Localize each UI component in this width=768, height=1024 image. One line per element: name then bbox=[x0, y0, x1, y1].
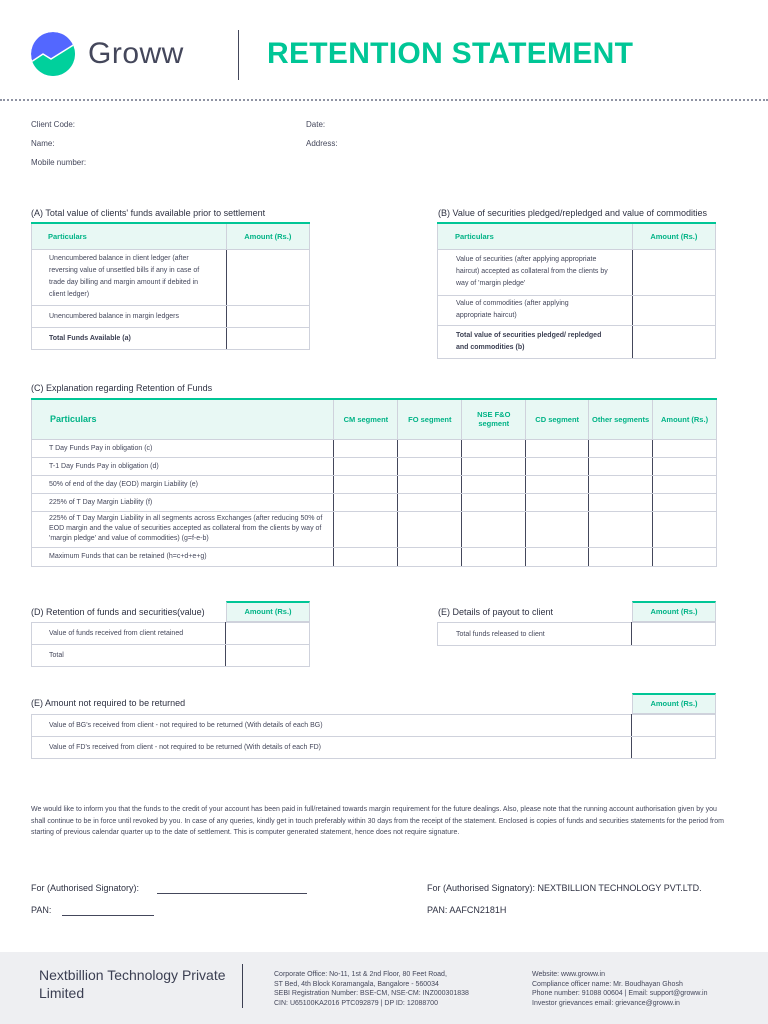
col-amount: Amount (Rs.) bbox=[653, 399, 717, 439]
support-contact[interactable]: Phone number: 91088 00604 | Email: support@groww.in bbox=[532, 990, 708, 997]
footer-divider bbox=[242, 964, 243, 1008]
left-signatory-label: For (Authorised Signatory): bbox=[31, 883, 140, 893]
section-e-payout-table bbox=[437, 622, 716, 646]
footer-contact: Website: www.groww.in Compliance officer name: Mr. Boudhayan Ghosh Phone number: 91088 00604 | Email: support@groww.in Investor grievances email: grievance@groww.in bbox=[532, 971, 708, 1007]
col-nse-fo-segment: NSE F&O segment bbox=[462, 399, 526, 439]
table-row-label: Unencumbered balance in client ledger (after reversing value of unsettled bills if any in case of trade day billing and margin amount if debited in client ledger) bbox=[32, 249, 227, 305]
section-d-amount-header: Amount (Rs.) bbox=[226, 601, 310, 622]
amount-cell bbox=[633, 249, 716, 295]
table-row-label: Total funds released to client bbox=[438, 623, 632, 646]
section-a-title: (A) Total value of clients' funds available prior to settlement bbox=[31, 208, 266, 218]
disclaimer-text: We would like to inform you that the funds to the credit of your account has been paid in full/retained towards margin requirement for the future dealings. Also, please note that the running account authorisation given by you shall continue to be in force until revoked by you. In case of any queries, kindly get in touch preferably within 30 days from the receipt of the statement. Enclosed is copies of funds and securities statements for the period from starting of previous calendar quarter up to the date of settlement. This is computer generated statement, hence does not require signature. bbox=[31, 806, 724, 836]
total-securities-label: Total value of securities pledged/ repledged and commodities (b) bbox=[438, 325, 633, 358]
table-row-label: Value of securities (after applying appropriate haircut) accepted as collateral from the clients by way of 'margin pledge' bbox=[438, 249, 633, 295]
amount-cell bbox=[227, 249, 310, 305]
footer-company-name: Nextbillion Technology Private Limited bbox=[39, 967, 226, 1001]
left-pan-line bbox=[62, 915, 154, 916]
header-divider bbox=[238, 30, 239, 80]
table-row-label: T Day Funds Pay in obligation (c) bbox=[32, 439, 334, 457]
amount-cell bbox=[226, 645, 310, 667]
brand-name: Groww bbox=[88, 37, 184, 70]
table-row-label: Unencumbered balance in margin ledgers bbox=[32, 305, 227, 327]
grievance-email[interactable]: Investor grievances email: grievance@groww.in bbox=[532, 999, 680, 1007]
mobile-number-label: Mobile number: bbox=[31, 158, 87, 167]
section-e-not-returned-amount-header: Amount (Rs.) bbox=[632, 693, 716, 714]
amount-cell bbox=[227, 327, 310, 349]
date-label: Date: bbox=[306, 120, 326, 129]
col-particulars: Particulars bbox=[438, 223, 633, 249]
header-dotted-rule bbox=[0, 99, 768, 101]
section-c-title: (C) Explanation regarding Retention of Funds bbox=[31, 383, 213, 393]
col-particulars: Particulars bbox=[32, 223, 227, 249]
section-c-table bbox=[31, 398, 717, 567]
total-funds-label: Total Funds Available (a) bbox=[32, 327, 227, 349]
amount-cell bbox=[632, 623, 716, 646]
right-pan-label: PAN: AAFCN2181H bbox=[427, 905, 507, 915]
document-title: RETENTION STATEMENT bbox=[267, 37, 634, 70]
section-e-not-returned-title: (E) Amount not required to be returned bbox=[31, 698, 186, 708]
table-row-label: Value of commodities (after applying appropriate haircut) bbox=[438, 295, 633, 325]
amount-cell bbox=[633, 295, 716, 325]
footer-address: Corporate Office: No-11, 1st & 2nd Floor, 80 Feet Road, ST Bed, 4th Block Koramangala, Bangalore - 560034 SEBI Registration Number: BSE-CM, NSE-CM: INZ000301838 CIN: U65100KA2016 PTC092879 | DP ID: 12088700 bbox=[274, 971, 469, 1007]
left-signatory-line bbox=[157, 893, 307, 894]
table-row-label: Value of BG's received from client - not required to be returned (With details of each BG) bbox=[32, 715, 632, 737]
amount-cell bbox=[633, 325, 716, 358]
amount-cell bbox=[632, 737, 716, 759]
col-cd-segment: CD segment bbox=[526, 399, 589, 439]
section-e-not-returned-table bbox=[31, 714, 716, 759]
col-particulars: Particulars bbox=[32, 399, 334, 439]
website-link[interactable]: Website: www.groww.in bbox=[532, 971, 606, 978]
right-signatory-label: For (Authorised Signatory): NEXTBILLION TECHNOLOGY PVT.LTD. bbox=[427, 883, 702, 893]
table-row-label: Maximum Funds that can be retained (h=c+d+e+g) bbox=[32, 547, 334, 566]
table-row-label: Value of FD's received from client - not required to be returned (With details of each FD) bbox=[32, 737, 632, 759]
section-e-payout-amount-header: Amount (Rs.) bbox=[632, 601, 716, 622]
amount-cell bbox=[632, 715, 716, 737]
groww-logo-icon bbox=[31, 32, 75, 76]
section-d-table bbox=[31, 622, 310, 667]
client-code-label: Client Code: bbox=[31, 120, 76, 129]
table-row-label: Total bbox=[32, 645, 226, 667]
amount-cell bbox=[226, 623, 310, 645]
col-amount: Amount (Rs.) bbox=[633, 223, 716, 249]
table-row-label: 50% of end of the day (EOD) margin Liability (e) bbox=[32, 475, 334, 493]
left-pan-label: PAN: bbox=[31, 905, 52, 915]
col-amount: Amount (Rs.) bbox=[227, 223, 310, 249]
table-row-label: T-1 Day Funds Pay in obligation (d) bbox=[32, 457, 334, 475]
col-fo-segment: FO segment bbox=[398, 399, 462, 439]
section-d-title: (D) Retention of funds and securities(value) bbox=[31, 607, 205, 617]
section-b-title: (B) Value of securities pledged/repledged and value of commodities bbox=[438, 208, 707, 218]
col-cm-segment: CM segment bbox=[334, 399, 398, 439]
client-name-label: Name: bbox=[31, 139, 55, 148]
section-a-table bbox=[31, 222, 310, 350]
table-row-label: Value of funds received from client retained bbox=[32, 623, 226, 645]
address-label: Address: bbox=[306, 139, 338, 148]
section-e-payout-title: (E) Details of payout to client bbox=[438, 607, 554, 617]
amount-cell bbox=[227, 305, 310, 327]
table-row-label: 225% of T Day Margin Liability (f) bbox=[32, 493, 334, 511]
section-b-table bbox=[437, 222, 716, 359]
col-other-segments: Other segments bbox=[589, 399, 653, 439]
table-row-label: 225% of T Day Margin Liability in all segments across Exchanges (after reducing 50% of EOD margin and the value of securities accepted as collateral from the clients by way of 'margin pledge' and value of commodities) (g=f-e-b) bbox=[32, 511, 334, 547]
